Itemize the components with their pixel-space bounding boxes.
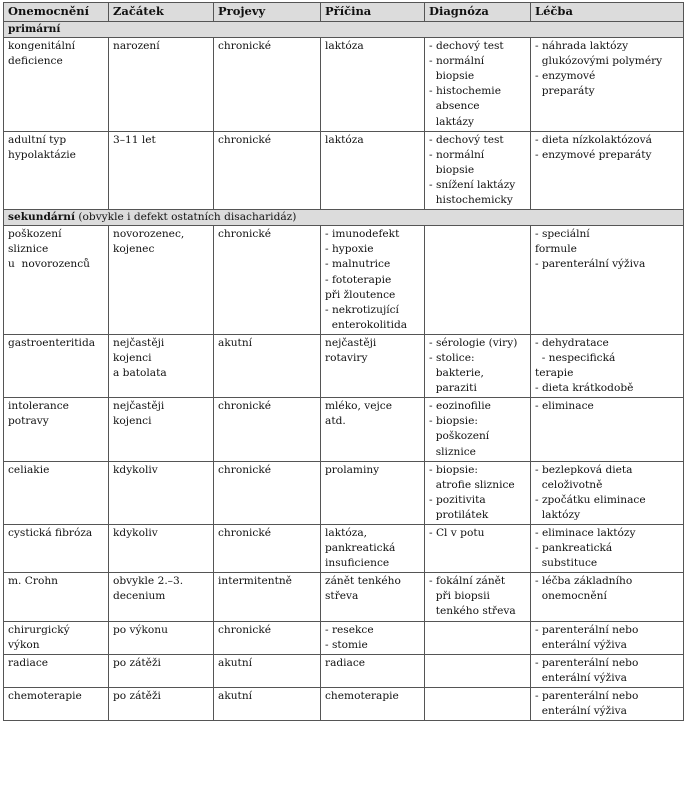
- cell-disease: [4, 687, 109, 720]
- cell-line: chronické: [218, 400, 272, 413]
- cell-line: - malnutrice: [325, 258, 391, 271]
- cell-line: chronické: [218, 463, 272, 476]
- cell-line: intolerance: [8, 400, 69, 413]
- cell-line: potravy: [8, 415, 49, 428]
- cell-treatment: [531, 573, 684, 621]
- cell-cause: [321, 461, 425, 524]
- cell-treatment: [531, 334, 684, 397]
- cell-line: - parenterální nebo: [535, 689, 639, 702]
- cell-treatment: [531, 131, 684, 209]
- table-row: [4, 621, 684, 654]
- cell-diagnosis: [425, 573, 531, 621]
- cell-diagnosis: [425, 226, 531, 335]
- cell-line: rotaviry: [325, 351, 368, 364]
- table-row: [4, 226, 684, 335]
- cell-line: adultní typ: [8, 133, 67, 146]
- cell-line: - Cl v potu: [429, 527, 485, 539]
- cell-cause: [321, 38, 425, 132]
- cell-symptoms: [214, 131, 321, 209]
- cell-line: preparáty: [535, 85, 595, 98]
- cell-onset: [109, 131, 214, 209]
- header-cause: Příčina: [321, 3, 425, 22]
- cell-symptoms: [214, 573, 321, 621]
- cell-line: - imunodefekt: [325, 228, 400, 241]
- cell-symptoms: [214, 687, 321, 720]
- cell-line: kojenci: [113, 351, 152, 364]
- cell-line: sliznice: [8, 243, 49, 256]
- cell-line: mléko, vejce: [325, 400, 392, 413]
- section-title: primární: [8, 23, 61, 35]
- cell-disease: [4, 621, 109, 654]
- cell-line: histochemicky: [429, 194, 513, 207]
- cell-line: bakterie,: [429, 367, 484, 380]
- cell-line: - resekce: [325, 623, 374, 636]
- cell-line: - parenterální výživa: [535, 258, 646, 271]
- cell-line: celiakie: [8, 463, 50, 476]
- cell-disease: [4, 573, 109, 621]
- cell-symptoms: [214, 398, 321, 461]
- cell-line: - nekrotizující: [325, 303, 399, 316]
- cell-line: akutní: [218, 336, 253, 349]
- cell-cause: [321, 621, 425, 654]
- cell-line: - enzymové preparáty: [535, 148, 652, 161]
- cell-line: gastroenteritida: [8, 336, 96, 349]
- cell-line: - dieta nízkolaktózová: [535, 133, 652, 146]
- cell-line: substituce: [535, 557, 598, 570]
- cell-line: nejčastěji: [113, 400, 165, 413]
- cell-line: - pozitivita: [429, 493, 486, 506]
- table-row: [4, 334, 684, 397]
- table-row: [4, 654, 684, 687]
- cell-line: chemoterapie: [325, 689, 399, 702]
- cell-line: narození: [113, 40, 160, 53]
- cell-onset: [109, 461, 214, 524]
- cell-line: - eliminace laktózy: [535, 527, 636, 539]
- cell-line: glukózovými polyméry: [535, 55, 663, 68]
- cell-onset: [109, 334, 214, 397]
- table-row: [4, 525, 684, 573]
- cell-line: - enzymové: [535, 70, 596, 83]
- cell-line: chronické: [218, 623, 272, 636]
- cell-line: sliznice: [429, 445, 476, 458]
- header-row: [4, 3, 684, 22]
- cell-cause: [321, 226, 425, 335]
- cell-line: kdykoliv: [113, 527, 158, 539]
- cell-line: a batolata: [113, 367, 167, 380]
- cell-line: - sérologie (viry): [429, 336, 518, 349]
- cell-line: atd.: [325, 415, 346, 428]
- cell-line: - bezlepková dieta: [535, 463, 633, 476]
- section-row: [4, 210, 684, 226]
- cell-line: nejčastěji: [325, 336, 377, 349]
- cell-line: - biopsie:: [429, 415, 478, 428]
- cell-line: poškození: [429, 430, 490, 443]
- cell-treatment: [531, 226, 684, 335]
- section-note: (obvykle i defekt ostatních disacharidáz): [75, 211, 297, 224]
- cell-cause: [321, 398, 425, 461]
- cell-line: laktózy: [535, 508, 581, 521]
- cell-line: - parenterální nebo: [535, 623, 639, 636]
- cell-line: terapie: [535, 367, 574, 380]
- cell-line: - fototerapie: [325, 273, 392, 286]
- cell-line: po zátěži: [113, 656, 161, 669]
- cell-line: chronické: [218, 228, 272, 241]
- cell-line: - pankreatická: [535, 542, 613, 555]
- cell-diagnosis: [425, 334, 531, 397]
- header-symptoms: Projevy: [214, 3, 321, 22]
- cell-line: formule: [535, 243, 577, 256]
- cell-line: střeva: [325, 590, 359, 603]
- cell-line: decenium: [113, 590, 166, 603]
- cell-line: tenkého střeva: [429, 605, 516, 618]
- table-row: [4, 461, 684, 524]
- cell-line: enterokolitida: [325, 318, 408, 331]
- cell-line: - stolice:: [429, 351, 475, 364]
- cell-treatment: [531, 461, 684, 524]
- cell-disease: [4, 334, 109, 397]
- cell-line: biopsie: [429, 70, 475, 83]
- cell-line: akutní: [218, 689, 253, 702]
- cell-line: zánět tenkého: [325, 575, 401, 588]
- cell-line: - histochemie: [429, 85, 501, 98]
- cell-line: po výkonu: [113, 623, 168, 636]
- cell-diagnosis: [425, 131, 531, 209]
- cell-line: - stomie: [325, 638, 368, 651]
- cell-treatment: [531, 525, 684, 573]
- cell-line: onemocnění: [535, 590, 607, 603]
- cell-line: cystická fibróza: [8, 527, 93, 539]
- cell-line: chronické: [218, 133, 272, 146]
- cell-line: intermitentně: [218, 575, 292, 588]
- cell-onset: [109, 226, 214, 335]
- cell-disease: [4, 461, 109, 524]
- cell-disease: [4, 131, 109, 209]
- cell-cause: [321, 334, 425, 397]
- cell-line: radiace: [325, 656, 366, 669]
- cell-line: laktóza,: [325, 527, 368, 539]
- cell-onset: [109, 621, 214, 654]
- cell-treatment: [531, 38, 684, 132]
- cell-line: enterální výživa: [535, 671, 627, 684]
- cell-line: chronické: [218, 527, 272, 539]
- cell-line: kdykoliv: [113, 463, 158, 476]
- cell-treatment: [531, 398, 684, 461]
- cell-onset: [109, 38, 214, 132]
- cell-line: při žloutence: [325, 288, 396, 301]
- cell-line: kojenci: [113, 415, 152, 428]
- cell-cause: [321, 654, 425, 687]
- header-treatment: Léčba: [531, 3, 684, 22]
- cell-line: laktóza: [325, 133, 364, 146]
- cell-line: - dieta krátkodobě: [535, 382, 634, 395]
- cell-symptoms: [214, 334, 321, 397]
- cell-line: kongenitální: [8, 40, 76, 53]
- cell-diagnosis: [425, 525, 531, 573]
- cell-diagnosis: [425, 461, 531, 524]
- cell-line: biopsie: [429, 163, 475, 176]
- cell-line: - dechový test: [429, 40, 504, 53]
- section-title: sekundární: [8, 211, 76, 224]
- section-row: [4, 22, 684, 38]
- cell-cause: [321, 525, 425, 573]
- cell-line: - náhrada laktózy: [535, 40, 629, 53]
- cell-diagnosis: [425, 621, 531, 654]
- cell-line: chemoterapie: [8, 689, 82, 702]
- cell-line: - normální: [429, 55, 485, 68]
- table-row: [4, 573, 684, 621]
- cell-line: laktázy: [429, 115, 474, 128]
- cell-cause: [321, 687, 425, 720]
- cell-symptoms: [214, 654, 321, 687]
- header-disease: Onemocnění: [4, 3, 109, 22]
- table-row: [4, 398, 684, 461]
- cell-symptoms: [214, 461, 321, 524]
- section-heading: [4, 22, 684, 38]
- cell-onset: [109, 687, 214, 720]
- cell-line: hypolaktázie: [8, 148, 76, 161]
- table-row: [4, 131, 684, 209]
- cell-line: - eliminace: [535, 400, 594, 413]
- cell-line: - speciální: [535, 228, 590, 241]
- header-diagnosis: Diagnóza: [425, 3, 531, 22]
- cell-line: - zpočátku eliminace: [535, 493, 646, 506]
- cell-symptoms: [214, 38, 321, 132]
- cell-line: insuficience: [325, 557, 390, 570]
- cell-line: - eozinofilie: [429, 400, 491, 413]
- cell-line: chronické: [218, 40, 272, 53]
- cell-treatment: [531, 621, 684, 654]
- cell-line: - fokální zánět: [429, 575, 506, 588]
- cell-treatment: [531, 654, 684, 687]
- cell-line: obvykle 2.–3.: [113, 575, 184, 588]
- cell-disease: [4, 226, 109, 335]
- cell-line: kojenec: [113, 243, 155, 256]
- cell-cause: [321, 573, 425, 621]
- cell-line: akutní: [218, 656, 253, 669]
- cell-line: chirurgický: [8, 623, 70, 636]
- table-row: [4, 38, 684, 132]
- cell-line: enterální výživa: [535, 705, 627, 718]
- header-onset: Začátek: [109, 3, 214, 22]
- cell-line: novorozenec,: [113, 228, 185, 241]
- cell-onset: [109, 654, 214, 687]
- cell-line: - léčba základního: [535, 575, 633, 588]
- cell-treatment: [531, 687, 684, 720]
- cell-line: protilátek: [429, 508, 489, 521]
- cell-line: pankreatická: [325, 542, 396, 555]
- cell-line: po zátěži: [113, 689, 161, 702]
- cell-line: - nespecifická: [535, 351, 616, 364]
- cell-line: deficience: [8, 55, 63, 68]
- section-heading: [4, 210, 684, 226]
- cell-symptoms: [214, 525, 321, 573]
- cell-onset: [109, 525, 214, 573]
- cell-symptoms: [214, 621, 321, 654]
- cell-line: nejčastěji: [113, 336, 165, 349]
- cell-diagnosis: [425, 38, 531, 132]
- cell-line: 3–11 let: [113, 133, 156, 146]
- cell-line: m. Crohn: [8, 575, 58, 588]
- cell-line: - dechový test: [429, 133, 504, 146]
- cell-line: poškození: [8, 228, 62, 241]
- cell-disease: [4, 398, 109, 461]
- cell-disease: [4, 38, 109, 132]
- cell-line: laktóza: [325, 40, 364, 53]
- cell-diagnosis: [425, 654, 531, 687]
- cell-line: atrofie sliznice: [429, 478, 515, 491]
- cell-line: radiace: [8, 656, 49, 669]
- cell-onset: [109, 398, 214, 461]
- cell-diagnosis: [425, 687, 531, 720]
- cell-line: absence: [429, 100, 480, 113]
- cell-line: - dehydratace: [535, 336, 609, 349]
- cell-symptoms: [214, 226, 321, 335]
- cell-onset: [109, 573, 214, 621]
- cell-line: - parenterální nebo: [535, 656, 639, 669]
- cell-line: celoživotně: [535, 478, 603, 491]
- table-row: [4, 687, 684, 720]
- cell-line: - biopsie:: [429, 463, 478, 476]
- cell-line: enterální výživa: [535, 638, 627, 651]
- cell-line: u novorozenců: [8, 258, 90, 271]
- cell-diagnosis: [425, 398, 531, 461]
- cell-disease: [4, 654, 109, 687]
- cell-line: paraziti: [429, 382, 477, 395]
- cell-line: výkon: [8, 638, 40, 651]
- cell-line: při biopsii: [429, 590, 490, 603]
- cell-disease: [4, 525, 109, 573]
- cell-cause: [321, 131, 425, 209]
- table-body: [4, 22, 684, 721]
- cell-line: - normální: [429, 148, 485, 161]
- cell-line: - hypoxie: [325, 243, 374, 256]
- cell-line: - snížení laktázy: [429, 178, 516, 191]
- lactose-intolerance-table: [3, 2, 684, 721]
- cell-line: prolaminy: [325, 463, 380, 476]
